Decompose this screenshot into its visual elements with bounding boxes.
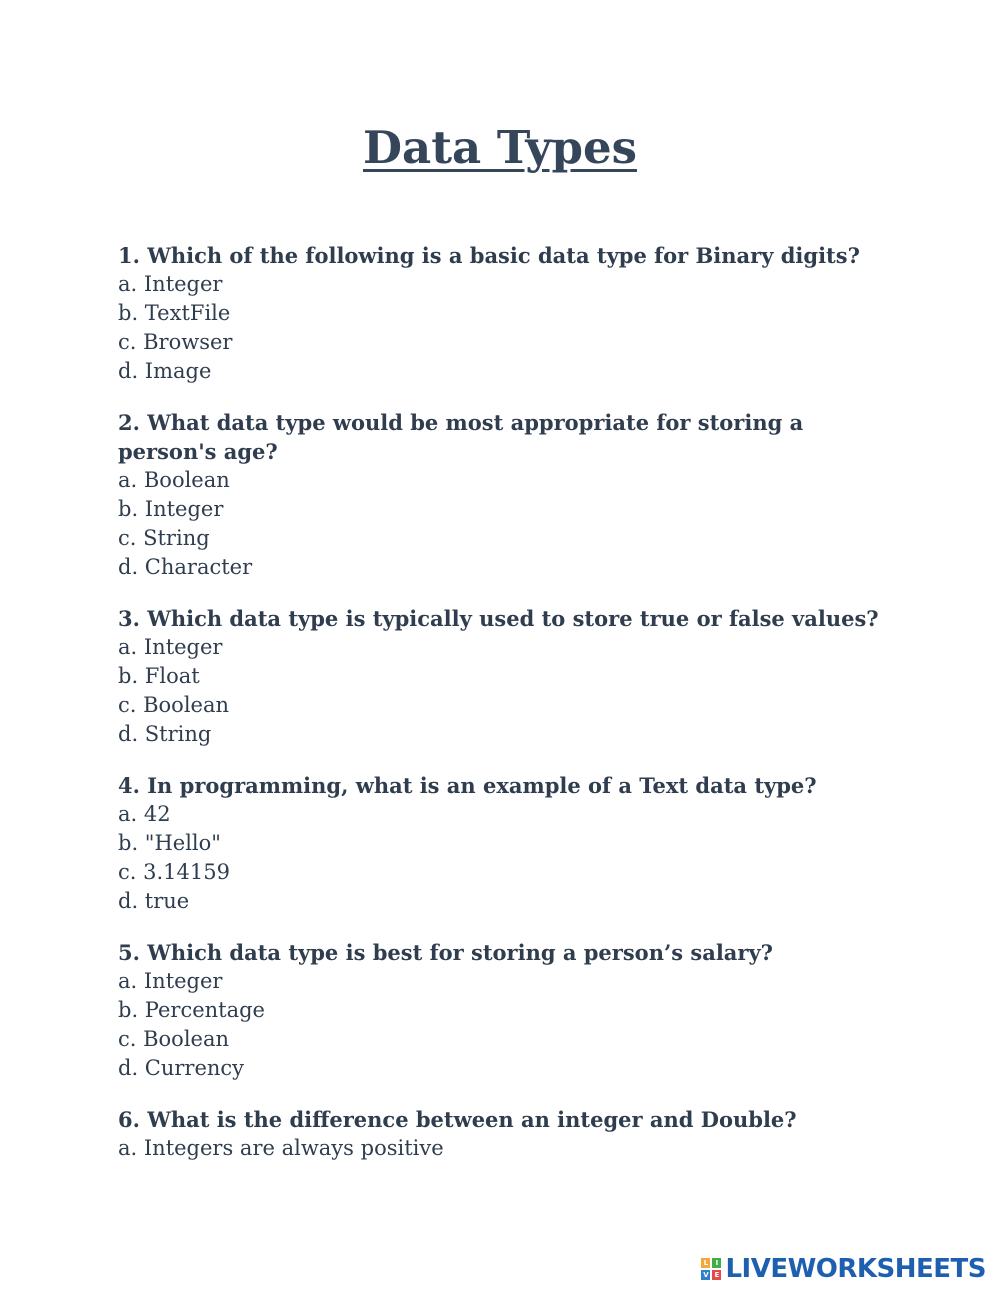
option-d: d. Character: [118, 555, 253, 579]
option-b: b. Percentage: [118, 998, 265, 1022]
question-2: [118, 408, 888, 582]
question-3: [118, 604, 888, 749]
page-title-text: Data Types: [363, 121, 637, 174]
question-text: 2. What data type would be most appropriate for storing a person's age?: [118, 410, 804, 464]
question-1: [118, 241, 888, 386]
option-d: d. true: [118, 889, 190, 913]
option-b: b. Float: [118, 664, 200, 688]
brand-logo-icon: [701, 1258, 721, 1280]
option-d: d. Currency: [118, 1056, 245, 1080]
option-c: c. Boolean: [118, 1027, 230, 1051]
option-b: b. TextFile: [118, 301, 231, 325]
option-c: c. String: [118, 526, 210, 550]
question-text: 3. Which data type is typically used to store true or false values?: [118, 606, 879, 631]
option-a: a. Integer: [118, 272, 223, 296]
question-5: [118, 938, 888, 1083]
question-6: [118, 1105, 888, 1163]
option-c: c. 3.14159: [118, 860, 230, 884]
option-c: c. Browser: [118, 330, 233, 354]
question-text: 1. Which of the following is a basic data type for Binary digits?: [118, 243, 860, 268]
option-c: c. Boolean: [118, 693, 230, 717]
option-a: a. Integers are always positive: [118, 1136, 444, 1160]
option-a: a. Integer: [118, 969, 223, 993]
option-a: a. Integer: [118, 635, 223, 659]
option-b: b. "Hello": [118, 831, 221, 855]
question-text: 5. Which data type is best for storing a person’s salary?: [118, 940, 773, 965]
option-a: a. Boolean: [118, 468, 230, 492]
option-d: d. Image: [118, 359, 212, 383]
option-a: a. 42: [118, 802, 171, 826]
page-title: [0, 118, 1000, 178]
logo-tile-e: E: [712, 1270, 721, 1280]
brand-text: LIVEWORKSHEETS: [725, 1254, 986, 1284]
question-4: [118, 771, 888, 916]
logo-tile-l: L: [701, 1258, 710, 1268]
question-text: 6. What is the difference between an integer and Double?: [118, 1107, 797, 1132]
brand-watermark: [701, 1252, 986, 1286]
option-d: d. String: [118, 722, 212, 746]
question-text: 4. In programming, what is an example of a Text data type?: [118, 773, 817, 798]
option-b: b. Integer: [118, 497, 224, 521]
logo-tile-i: I: [712, 1258, 721, 1268]
question-list: [118, 241, 888, 1185]
logo-tile-v: V: [703, 1271, 709, 1279]
